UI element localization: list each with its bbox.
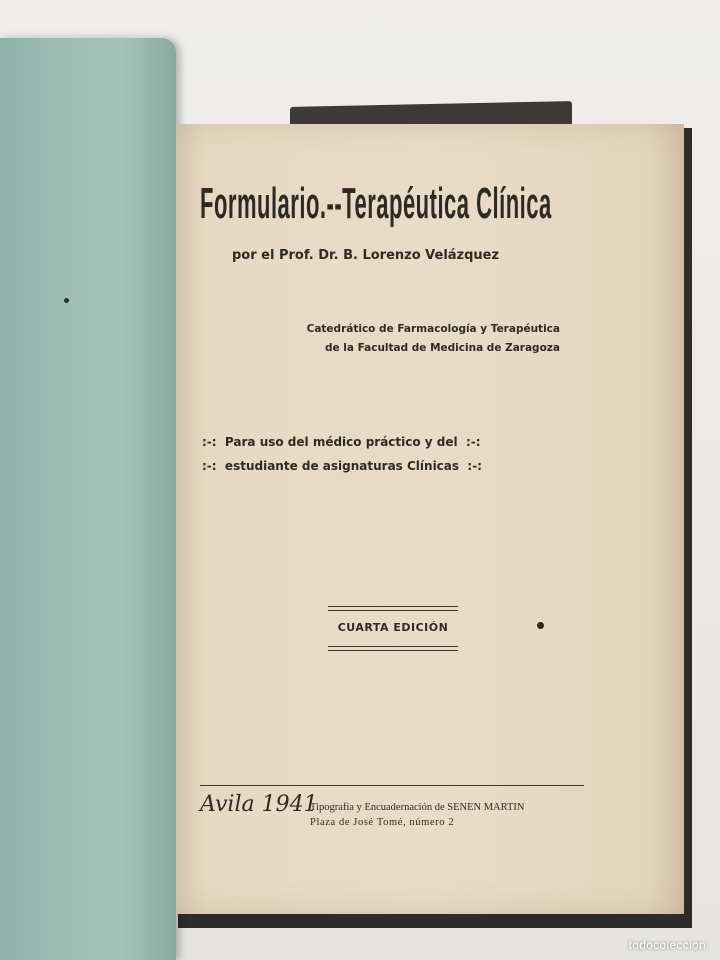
book-purpose xyxy=(202,430,482,478)
printer-address: Plaza de José Tomé, número 2 xyxy=(310,817,455,828)
endpaper-left xyxy=(0,38,176,960)
printer-line: Tipografía y Encuadernación de SENEN MARTIN xyxy=(310,802,525,813)
edition-label: CUARTA EDICIÓN xyxy=(337,621,449,634)
credential-line: de la Facultad de Medicina de Zaragoza xyxy=(324,342,560,354)
purpose-line: :-: Para uso del médico práctico y del :-: xyxy=(202,435,481,449)
edition-rule-bottom xyxy=(328,646,458,651)
credential-line: Catedrático de Farmacología y Terapéutica xyxy=(306,323,560,335)
watermark-logo: todocoleccion xyxy=(628,938,706,952)
imprint-printer xyxy=(310,800,524,830)
edition-block xyxy=(328,606,458,651)
author-credential xyxy=(240,320,560,358)
book-title: Formulario.--Terapéutica Clínica xyxy=(200,179,552,228)
imprint-city-year: Avila 1941 xyxy=(200,792,318,817)
purpose-line: :-: estudiante de asignaturas Clínicas :-: xyxy=(202,459,482,473)
ink-dot xyxy=(537,622,544,629)
book-author: por el Prof. Dr. B. Lorenzo Velázquez xyxy=(232,248,500,263)
ink-spot xyxy=(64,298,69,303)
imprint-rule xyxy=(200,785,584,786)
